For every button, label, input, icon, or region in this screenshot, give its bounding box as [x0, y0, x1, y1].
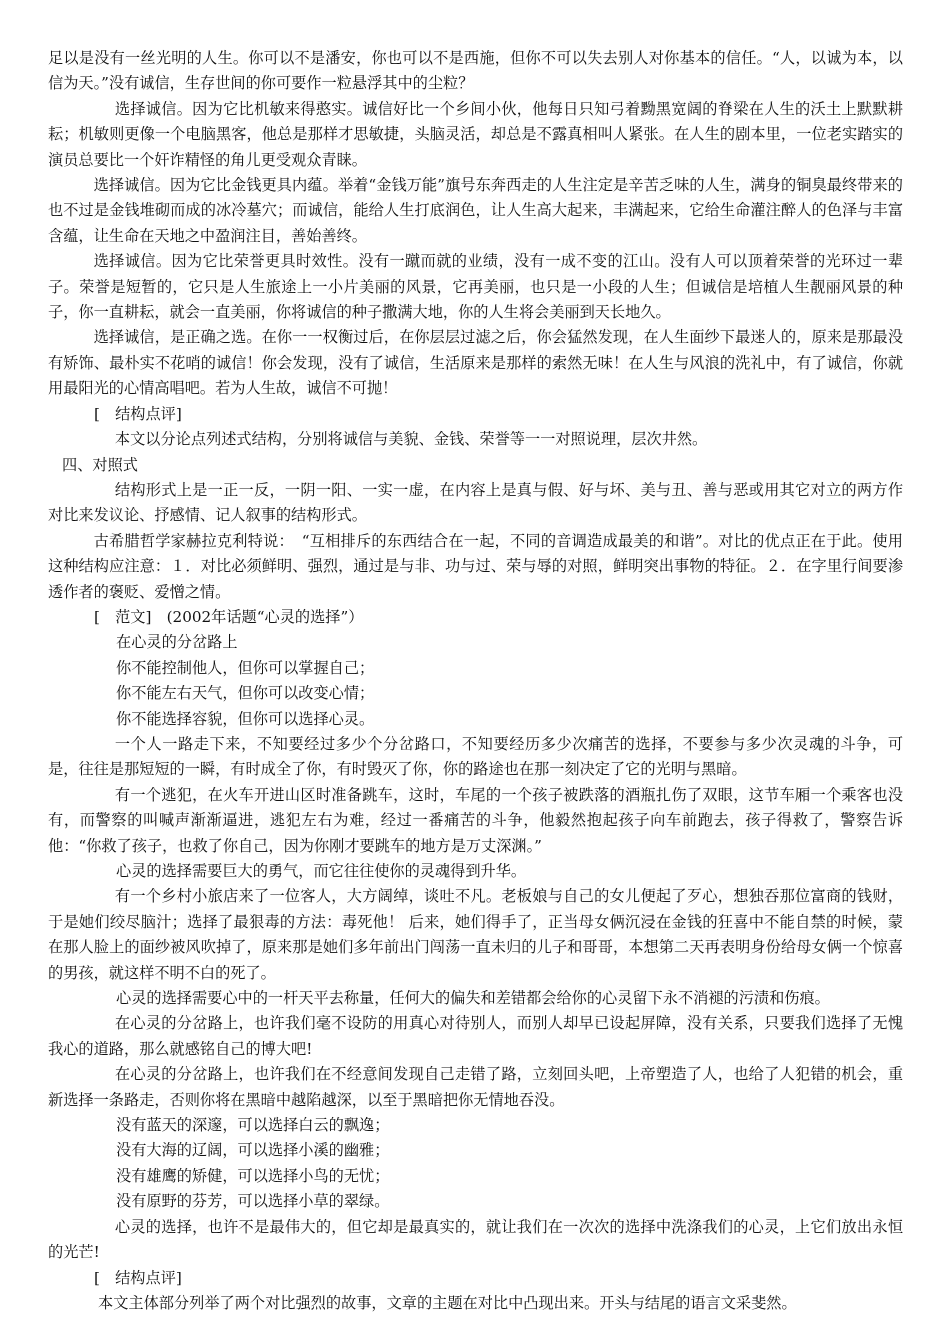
paragraph: 你不能左右天气，但你可以改变心情；: [116, 684, 375, 703]
paragraph: 选择诚信。因为它比荣誉更具时效性。没有一蹴而就的业绩，没有一成不变的江山。没有人可以顶着荣誉的光环过一辈子。荣誉是短暂的，它只是人生旅途上一小片美丽的风景，它再美丽，也只是一小段的人生；但诚信是培植人生靓丽风景的种子，你一直耕耘，就会一直美丽，你将诚信的种子撒满大地，你的人生将会美丽到天长地久。: [48, 252, 903, 322]
paragraph: 没有雄鹰的矫健，可以选择小鸟的无忧；: [116, 1166, 390, 1185]
paragraph: 一个人一路走下来，不知要经过多少个分岔路口，不知要经历多少次痛苦的选择，不要参与多少次灵魂的斗争，可是，往往是那短短的一瞬，有时成全了你，有时毁灭了你，你的路途也在那一刻决定了它的光明与黑暗。: [48, 734, 903, 779]
paragraph: 有一个逃犯，在火车开进山区时准备跳车，这时，车尾的一个孩子被跌落的酒瓶扎伤了双眼，这节车厢一个乘客也没有，而警察的叫喊声渐渐逼进，逃犯左右为难，经过一番痛苦的斗争，他毅然抱起孩子向车前跑去，孩子得救了，警察告诉他：“你救了孩子，也救了你自己，因为你刚才要跳车的地方是万丈深渊。”: [48, 785, 903, 855]
paragraph: [ 结构点评]: [94, 1268, 182, 1287]
paragraph: 在心灵的分岔路上，也许我们毫不设防的用真心对待别人，而别人却早已设起屏障，没有关系，只要我们选择了无愧我心的道路，那么就感铭自己的博大吧!: [48, 1014, 903, 1058]
paragraph: [ 结构点评]: [94, 404, 182, 423]
paragraph: 古希腊哲学家赫拉克利特说： “互相排斥的东西结合在一起，不同的音调造成最美的和谐”。对比的优点正在于此。使用这种结构应注意：１．对比必须鲜明、强烈，通过是与非、功与过、荣与辱的对照，鲜明突出事物的特征。２．在字里行间要渗透作者的褒贬、爱憎之情。: [48, 531, 903, 601]
paragraph: 你不能选择容貌，但你可以选择心灵。: [116, 709, 375, 728]
paragraph: 结构形式上是一正一反，一阴一阳、一实一虚，在内容上是真与假、好与坏、美与丑、善与恶或用其它对立的两方作对比来发议论、抒感情、记人叙事的结构形式。: [48, 480, 903, 525]
paragraph: 足以是没有一丝光明的人生。你可以不是潘安，你也可以不是西施，但你不可以失去别人对你基本的信任。“人，以诚为本，以信为天。”没有诚信，生存世间的你可要作一粒悬浮其中的尘粒？: [48, 49, 903, 93]
paragraph: 心灵的选择需要心中的一杆天平去称量，任何大的偏失和差错都会给你的心灵留下永不消褪的污渍和伤痕。: [116, 989, 830, 1008]
paragraph: 没有大海的辽阔，可以选择小溪的幽雅；: [116, 1141, 390, 1160]
paragraph: [ 范文] (2002年话题“心灵的选择”）: [94, 607, 364, 626]
paragraph: 没有蓝天的深邃，可以选择白云的飘逸；: [116, 1116, 390, 1135]
paragraph: 心灵的选择需要巨大的勇气，而它往往使你的灵魂得到升华。: [116, 862, 527, 880]
paragraph: 本文主体部分列举了两个对比强烈的故事，文章的主题在对比中凸现出来。开头与结尾的语言文采斐然。: [98, 1293, 797, 1312]
paragraph: 心灵的选择，也许不是最伟大的，但它却是最真实的，就让我们在一次次的选择中洗涤我们的心灵，上它们放出永恒的光芒!: [48, 1217, 903, 1262]
paragraph: 选择诚信。因为它比机敏来得憨实。诚信好比一个乡间小伙，他每日只知弓着黝黑宽阔的脊梁在人生的沃土上默默耕耘；机敏则更像一个电脑黑客，他总是那样才思敏捷，头脑灵活，却总是不露真相叫人紧张。在人生的剧本里，一位老实踏实的演员总要比一个奸诈精怪的角儿更受观众青睐。: [48, 99, 903, 169]
paragraph: 有一个乡村小旅店来了一位客人，大方阔绰，谈吐不凡。老板娘与自己的女儿便起了歹心，想独吞那位富商的钱财，于是她们绞尽脑汁；选择了最狠毒的方法：毒死他！ 后来，她们得手了，正当母女俩沉浸在金钱的狂喜中不能自禁的时候，蒙在那人脸上的面纱被风吹掉了，原来那是她们多年前出门闯荡一直未归的儿子和哥哥，本想第二天再表明身份给母女俩一个惊喜的男孩，就这样不明不白的死了。: [48, 887, 903, 982]
paragraph: 没有原野的芬芳，可以选择小草的翠绿。: [116, 1192, 390, 1211]
paragraph: 四、对照式: [62, 455, 138, 474]
paragraph: 你不能控制他人，但你可以掌握自己；: [116, 658, 375, 677]
paragraph: 在心灵的分岔路上，也许我们在不经意间发现自己走错了路，立刻回头吧，上帝塑造了人，也给了人犯错的机会，重新选择一条路走，否则你将在黑暗中越陷越深，以至于黑暗把你无情地吞没。: [48, 1065, 903, 1109]
paragraph: 在心灵的分岔路上: [116, 633, 238, 652]
document-body: [48, 46, 903, 1316]
paragraph: 本文以分论点列述式结构，分别将诚信与美貌、金钱、荣誉等一一对照说理，层次井然。: [114, 430, 708, 449]
paragraph: 选择诚信，是正确之选。在你一一权衡过后，在你层层过滤之后，你会猛然发现，在人生面纱下最迷人的，原来是那最没有矫饰、最朴实不花哨的诚信！你会发现，没有了诚信，生活原来是那样的索然无味！在人生与风浪的洗礼中，有了诚信，你就用最阳光的心情高唱吧。若为人生故，诚信不可抛！: [48, 328, 903, 398]
paragraph: 选择诚信。因为它比金钱更具内蕴。举着“金钱万能”旗号东奔西走的人生注定是辛苦乏味的人生，满身的铜臭最终带来的也不过是金钱堆砌而成的冰冷墓穴；而诚信，能给人生打底润色，让人生高大起来，丰满起来，它给生命灌注醉人的色泽与丰富含蕴，让生命在天地之中盈润注目，善始善终。: [48, 176, 903, 245]
